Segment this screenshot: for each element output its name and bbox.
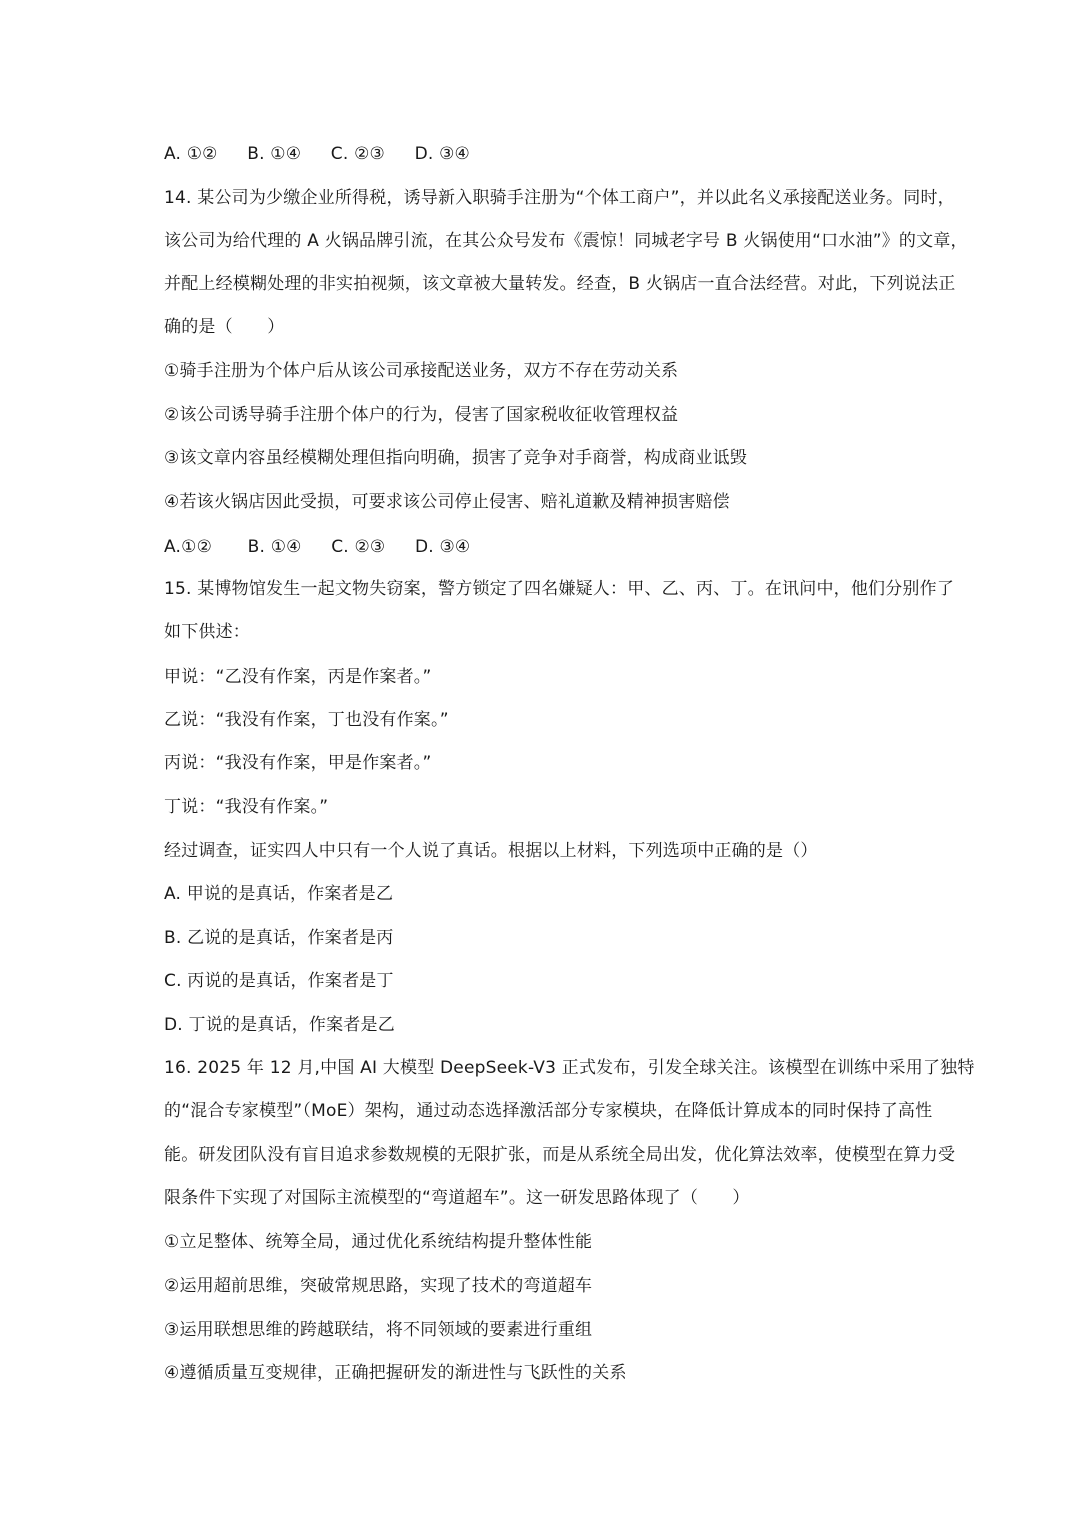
q16-stem-line: 16. 2025 年 12 月,中国 AI 大模型 DeepSeek-V3 正式发布，引发全球关注。该模型在训练中采用了独特 <box>164 1058 975 1078</box>
q14-stem-line: 并配上经模糊处理的非实拍视频，该文章被大量转发。经查，B 火锅店一直合法经营。对此，下列说法正 <box>164 274 956 294</box>
q14-stem-line: 该公司为给代理的 A 火锅品牌引流，在其公众号发布《震惊！同城老字号 B 火锅使用“口水油”》的文章， <box>164 231 968 251</box>
q16-statement-4: ④遵循质量互变规律，正确把握研发的渐进性与飞跃性的关系 <box>164 1363 627 1383</box>
q15-statement-jia: 甲说：“乙没有作案，丙是作案者。” <box>164 667 432 687</box>
q15-option-c: C. 丙说的是真话，作案者是丁 <box>164 971 394 991</box>
q16-statement-3: ③运用联想思维的跨越联结，将不同领域的要素进行重组 <box>164 1320 593 1340</box>
q13-option-d: D. ③④ <box>414 144 470 164</box>
q15-option-b: B. 乙说的是真话，作案者是丙 <box>164 928 394 948</box>
q16-stem-line: 能。研发团队没有盲目追求参数规模的无限扩张，而是从系统全局出发，优化算法效率，使模型在算力受 <box>164 1145 956 1165</box>
q16-stem-line: 的“混合专家模型”（MoE）架构，通过动态选择激活部分专家模块，在降低计算成本的同时保持了高性 <box>164 1101 933 1121</box>
q14-statement-4: ④若该火锅店因此受损，可要求该公司停止侵害、赔礼道歉及精神损害赔偿 <box>164 492 730 512</box>
q14-option-b: B. ①④ <box>247 537 302 557</box>
q15-statement-yi: 乙说：“我没有作案，丁也没有作案。” <box>164 710 449 730</box>
q13-option-b: B. ①④ <box>247 144 302 164</box>
q14-stem-line: 确的是（ ） <box>164 317 285 337</box>
q15-stem-line: 15. 某博物馆发生一起文物失窃案，警方锁定了四名嫌疑人：甲、乙、丙、丁。在讯问中，他们分别作了 <box>164 579 955 599</box>
q15-statement-ding: 丁说：“我没有作案。” <box>164 797 329 817</box>
q13-option-a: A. ①② <box>164 144 218 164</box>
q16-statement-1: ①立足整体、统筹全局，通过优化系统结构提升整体性能 <box>164 1232 593 1252</box>
q16-stem-line: 限条件下实现了对国际主流模型的“弯道超车”。这一研发思路体现了（ ） <box>164 1188 750 1208</box>
q15-option-a: A. 甲说的是真话，作案者是乙 <box>164 884 394 904</box>
q14-stem-line: 14. 某公司为少缴企业所得税，诱导新入职骑手注册为“个体工商户”，并以此名义承接配送业务。同时， <box>164 188 955 208</box>
q15-option-d: D. 丁说的是真话，作案者是乙 <box>164 1015 395 1035</box>
q14-option-a: A.①② <box>164 537 213 557</box>
q14-option-c: C. ②③ <box>331 537 386 557</box>
q15-stem-line: 如下供述： <box>164 622 250 642</box>
q14-statement-1: ①骑手注册为个体户后从该公司承接配送业务，双方不存在劳动关系 <box>164 361 679 381</box>
q15-question: 经过调查，证实四人中只有一个人说了真话。根据以上材料，下列选项中正确的是（） <box>164 841 818 861</box>
q13-option-c: C. ②③ <box>330 144 385 164</box>
q14-options <box>164 535 924 559</box>
q15-statement-bing: 丙说：“我没有作案，甲是作案者。” <box>164 753 432 773</box>
q13-options <box>164 142 924 166</box>
q14-option-d: D. ③④ <box>414 537 471 557</box>
q16-statement-2: ②运用超前思维，突破常规思路，实现了技术的弯道超车 <box>164 1276 593 1296</box>
q14-statement-2: ②该公司诱导骑手注册个体户的行为，侵害了国家税收征收管理权益 <box>164 405 679 425</box>
q14-statement-3: ③该文章内容虽经模糊处理但指向明确，损害了竞争对手商誉，构成商业诋毁 <box>164 448 748 468</box>
